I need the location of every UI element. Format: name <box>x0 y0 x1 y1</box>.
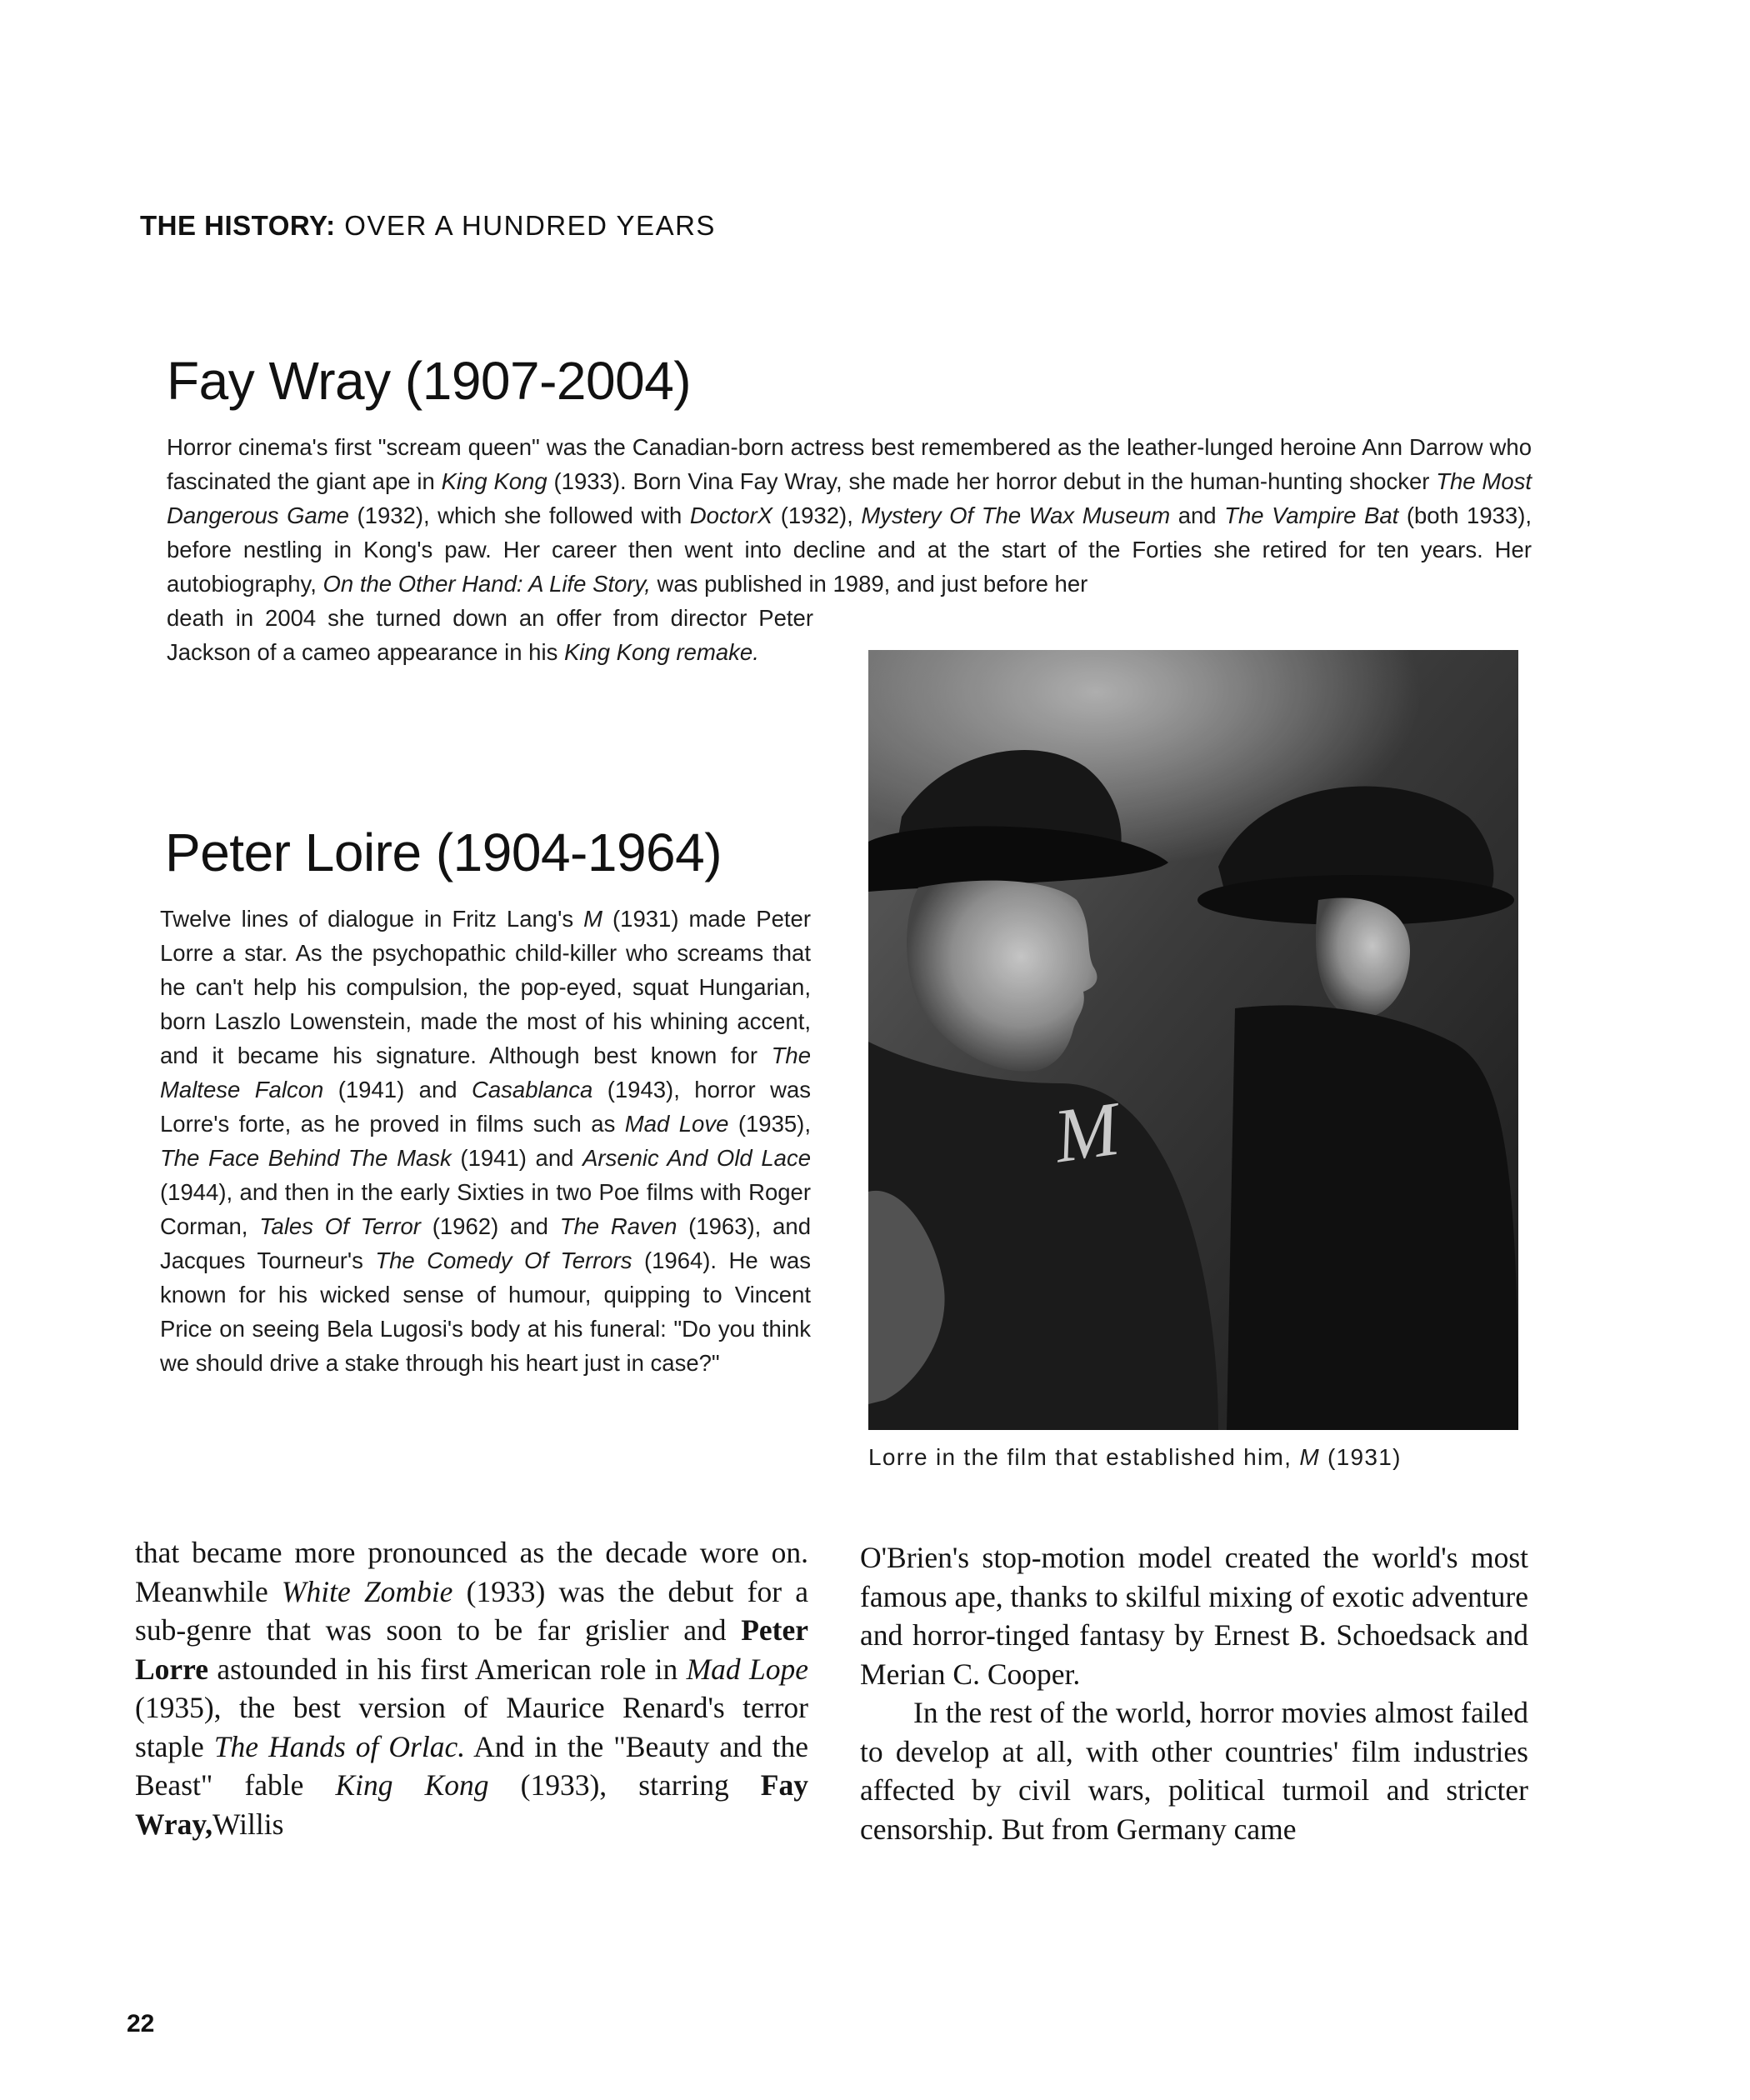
page-number: 22 <box>127 2010 155 2038</box>
right-paragraph-1: O'Brien's stop-motion model created the world's most famous ape, thanks to skilful mixing of exotic adventure and horror-tinged fantasy by Ernest B. Schoedsack and Merian C. Cooper. <box>860 1541 1528 1691</box>
lorre-bio <box>160 902 811 1380</box>
lorre-text: (1931) made Peter Lorre a star. As the psychopathic child-killer who screams that he can't help his compulsion, the pop-eyed, squat Hungarian, born Laszlo Lowenstein, made the most of his whining accent, and it became his signature. Although best known for <box>160 906 811 1068</box>
lorre-heading: Peter Loire (1904-1964) <box>165 822 722 882</box>
film-title-white-zombie: White Zombie <box>281 1574 453 1608</box>
lorre-text: (1935), <box>728 1111 811 1137</box>
film-title-mad-lope: Mad Lope <box>686 1652 809 1686</box>
lorre-title-the-raven: The Raven <box>559 1213 678 1239</box>
lorre-text: (1941) and <box>451 1145 583 1171</box>
wray-title-wax-museum: Mystery Of The Wax Museum <box>861 502 1171 528</box>
body-text: Willis <box>212 1807 284 1841</box>
lorre-text: Twelve lines of dialogue in Fritz Lang's <box>160 906 584 932</box>
lorre-text: (1963), and Jacques Tourneur's <box>160 1213 811 1273</box>
lorre-text: (1964). He was known for his wicked sense of humour, quipping to Vincent Price on seeing Bela Lugosi's body at his funeral: "Do you think we should drive a stake through his heart just in case?" <box>160 1248 811 1376</box>
wray-text: was published in 1989, and just before her <box>650 571 1088 597</box>
main-text-left-column <box>135 1533 808 1843</box>
wray-text: (both 1933), before nestling in Kong's paw. Her career then went into decline and at the start of the Forties she retired for ten years. Her autobiography, <box>167 502 1532 597</box>
body-text: astounded in his first American role in <box>208 1652 687 1686</box>
body-text: (1933), starring <box>488 1768 761 1802</box>
wray-title-most-dangerous-game: The Most Dangerous Game <box>167 468 1532 528</box>
film-title-hands-of-orlac: The Hands of Orlac. <box>213 1729 466 1763</box>
wray-text: Horror cinema's first "scream queen" was the Canadian-born actress best remembered as the leather-lunged heroine Ann Darrow who fascinated the giant ape in <box>167 434 1532 494</box>
lorre-text: (1943), horror was Lorre's forte, as he proved in films such as <box>160 1077 811 1137</box>
body-text: And in the "Beauty and the Beast" fable <box>135 1729 808 1802</box>
caption-year: (1931) <box>1319 1444 1402 1470</box>
lorre-title-comedy-of-terrors: The Comedy Of Terrors <box>375 1248 632 1273</box>
wray-title-autobiography: On the Other Hand: A Life Story, <box>322 571 651 597</box>
lorre-title-m: M <box>583 906 602 932</box>
right-paragraph-2: In the rest of the world, horror movies almost failed to develop at all, with other countries' film industries affected by civil wars, political turmoil and stricter censorship. But from Germany came <box>860 1696 1528 1846</box>
running-head-section: THE HISTORY: <box>140 210 336 241</box>
wray-text: (1933). Born Vina Fay Wray, she made her horror debut in the human-hunting shocker <box>547 468 1437 494</box>
wray-title-king-kong: King Kong <box>441 468 548 494</box>
main-text-right-column <box>860 1538 1528 1848</box>
wray-bio-wide <box>167 430 1532 601</box>
wray-title-doctor-x: DoctorX <box>689 502 773 528</box>
wray-text: and <box>1170 502 1225 528</box>
lorre-title-mad-love: Mad Love <box>624 1111 729 1137</box>
running-head-subtitle: OVER A HUNDRED YEARS <box>344 210 716 241</box>
wray-title-vampire-bat: The Vampire Bat <box>1224 502 1399 528</box>
body-text: (1935), the best version of Maurice Renard's terror staple <box>135 1691 808 1763</box>
lorre-title-arsenic-old-lace: Arsenic And Old Lace <box>582 1145 811 1171</box>
wray-heading: Fay Wray (1907-2004) <box>167 351 692 411</box>
lorre-title-face-behind-mask: The Face Behind The Mask <box>160 1145 452 1171</box>
wray-text: (1932), <box>772 502 862 528</box>
running-head <box>140 210 716 242</box>
lorre-text: (1962) and <box>420 1213 560 1239</box>
film-still-illustration <box>868 650 1518 1430</box>
film-title-king-kong: King Kong <box>335 1768 489 1802</box>
lorre-title-tales-of-terror: Tales Of Terror <box>259 1213 421 1239</box>
name-fay-wray: Fay Wray, <box>135 1768 808 1841</box>
caption-text: Lorre in the film that established him, <box>868 1444 1300 1470</box>
film-still-photo <box>868 650 1518 1430</box>
wray-remake-word: remake. <box>676 639 759 665</box>
wray-title-king-kong-remake: King Kong <box>563 639 670 665</box>
lorre-text: (1944), and then in the early Sixties in two Poe films with Roger Corman, <box>160 1179 811 1239</box>
lorre-title-maltese-falcon: The Maltese Falcon <box>160 1042 811 1102</box>
body-text: that became more pronounced as the decade wore on. Meanwhile <box>135 1536 808 1608</box>
body-text: (1933) was the debut for a sub-genre that was soon to be far grislier and <box>135 1574 808 1647</box>
name-peter-lorre: Peter Lorre <box>135 1613 808 1686</box>
caption-film-title: M <box>1299 1444 1320 1470</box>
photo-grain <box>868 650 1518 1430</box>
photo-caption <box>868 1444 1402 1471</box>
wray-bio-narrow <box>167 601 813 669</box>
wray-text: death in 2004 she turned down an offer from director Peter Jackson of a cameo appearance in his <box>167 605 813 665</box>
chalk-m-mark: M <box>1048 1085 1124 1179</box>
lorre-text: (1941) and <box>323 1077 472 1102</box>
lorre-title-casablanca: Casablanca <box>472 1077 593 1102</box>
wray-text: (1932), which she followed with <box>348 502 690 528</box>
